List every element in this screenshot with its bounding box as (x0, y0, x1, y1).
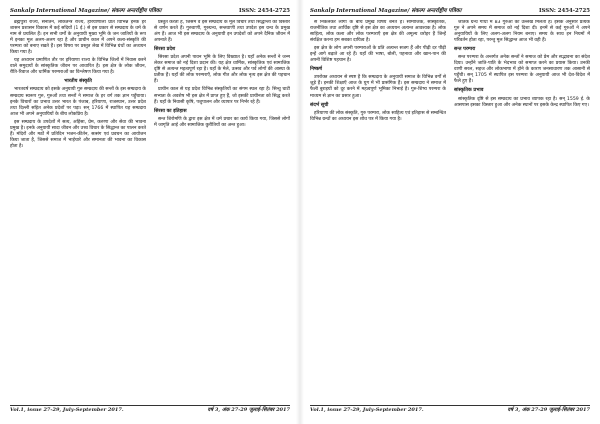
right-page-header (310, 6, 590, 16)
left-header-issn: ISSN: 2454-2725 (238, 7, 290, 14)
right-page-footer (310, 405, 590, 414)
book-gutter (296, 0, 304, 424)
left-footer-volume: Vol.1, issue 27-29, July-September 2017. (10, 407, 124, 413)
paragraph: हरियाणा की लोक संस्कृति, गुरु परम्परा, लोक साहित्य एवं इतिहास से सम्बन्धित विभिन्न ग्रन्थों का अध्ययन इस शोध पत्र में किया गया है। (310, 110, 446, 122)
paragraph: से निकलकर लोगों के बीच प्रमुख विषय बनते हैं। सामाजिक, सांस्कृतिक, राजनीतिक तथा आर्थिक दृष्टि से इस क्षेत्र का अध्ययन अत्यन्त आवश्यक है। लोक साहित्य, लोक कला और लोक परम्पराएँ इस क्षेत्र की अमूल्य धरोहर हैं जिन्हें संरक्षित करना हम सबका दायित्व है। (310, 20, 446, 44)
section-heading: संदर्भ सूची (310, 102, 329, 108)
section-heading: निष्कर्ष (310, 67, 322, 73)
paragraph: जातक ग्रन्थ गाथा में 83 गुरुओं का उल्लेख मिलता है। इसके अनुसार प्रत्येक गुरु ने अपने समय में समाज को नई दिशा दी। इनमें से कई गुरुओं ने अपने अनुयायियों के लिए अलग-अलग नियम बनाए। समय के साथ इन नियमों में परिवर्तन होता रहा, परन्तु मूल सिद्धान्त आज भी वही हैं। (454, 20, 590, 44)
left-footer-hindi: वर्ष 3, अंक 27-29 जुलाई-सितंबर 2017 (207, 407, 290, 413)
paragraph: भारतवर्ष सम्प्रदाय को इसके अनुयायी गुरु सम्प्रदाय की सन्तों के इस सम्प्रदाय के सम्प्रदाय स्वरूप गुरु, गुरुओं तथा सन्तों ने समाज के हर वर्ग तक ज्ञान पहुँचाया। इनके विचारों का प्रभाव उत्तर भारत के पंजाब, हरियाणा, राजस्थान, उत्तर प्रदेश तथा दिल्ली सहित अनेक प्रदेशों पर पड़ा। सन् 1766 में स्थापित यह सम्प्रदाय आज भी अपने अनुयायियों के बीच लोकप्रिय है। (10, 87, 146, 117)
paragraph: सन्त परम्परा के अन्तर्गत अनेक सन्तों ने समाज को प्रेम और सद्भावना का संदेश दिया। उन्होंने जाति-पाति के भेदभाव को समाप्त करने का प्रयास किया। उनकी वाणी सरल, सहज और लोकभाषा में होने के कारण जनसाधारण तक आसानी से पहुँची। सन् 1705 में स्थापित इस परम्परा के अनुयायी आज भी देश-विदेश में फैले हुए हैं। (454, 55, 590, 85)
left-page-columns (10, 20, 290, 400)
left-column-2 (154, 20, 290, 400)
right-column-2 (454, 20, 590, 400)
paragraph: ब्रह्मपुत्रा राज्य, सनातन, लोकतन्त्र राज्य, हरियाणाला प्रांत विभिन्न इनके हर शासन प्रशासन विकास में कई सदियों (1 ई.) से इस प्रकार से सम्प्रदाय के धर्म के नाम से प्रचलित हैं। इन सभी धर्मों के अनुयायी मुख्य भूमि के जन जातियों के रूप में इनका मूल अलग-अलग रहा है और प्राचीन काल में अपने कला-संस्कृति की परम्परा को बनाए रखते हैं। इस विषय पर प्रस्तुत लेख में विभिन्न ग्रंथों का अध्ययन किया गया है। (10, 20, 146, 56)
right-header-issn: ISSN: 2454-2725 (538, 7, 590, 14)
paragraph: यह अध्ययन प्रमाणित तौर पर हरियाणा राज्य के विभिन्न जिलों में निवास करने वाले समुदायों के सांस्कृतिक जीवन पर आधारित है। इस क्षेत्र के लोक जीवन, रीति-रिवाज और धार्मिक परम्पराओं का विश्लेषण किया गया है। (10, 58, 146, 76)
paragraph: सिरसा प्रदेश अपनी पावन भूमि के लिए विख्यात है। यहाँ अनेक सन्तों ने जन्म लेकर समाज को नई दिशा प्रदान की। यह क्षेत्र धार्मिक, सांस्कृतिक एवं सामाजिक दृष्टि से अत्यन्त महत्वपूर्ण रहा है। यहाँ के मेले, उत्सव और पर्व लोगों की आस्था के प्रतीक हैं। यहाँ की लोक परम्पराएँ, लोक गीत और लोक नृत्य इस क्षेत्र की पहचान हैं। (154, 55, 290, 85)
section-heading: सिरसा का इतिहास (154, 108, 187, 114)
right-page-columns (310, 20, 590, 400)
section-heading: सांस्कृतिक प्रभाव (454, 88, 484, 94)
section-heading: सिरसा प्रदेश (154, 47, 176, 53)
left-page-header (10, 6, 290, 16)
section-heading: भारतीय संस्कृति (64, 79, 92, 85)
left-page (8, 6, 292, 414)
paragraph: प्रस्तुत करता है, जिसमें वे इस सम्प्रदाय के मूल विचार तथा सिद्धान्तों का विस्तार से वर्णन करते हैं। गुरुवाणी, गुरुग्रन्थ, सन्तवाणी तथा उपदेश इस ग्रन्थ के प्रमुख अंग हैं। आज भी इस सम्प्रदाय के अनुयायी इन उपदेशों को अपने दैनिक जीवन में अपनाते हैं। (154, 20, 290, 44)
left-column-1 (10, 20, 146, 400)
paragraph: उपरोक्त अध्ययन से स्पष्ट है कि सम्प्रदाय के अनुयायी समाज के विभिन्न वर्गों से जुड़े हैं। इनकी शिक्षाएँ आज के युग में भी प्रासंगिक हैं। इस सम्प्रदाय ने समाज में फैली बुराइयों को दूर करने में महत्वपूर्ण भूमिका निभाई है। गुरु-शिष्य परम्परा के माध्यम से ज्ञान का प्रसार हुआ। (310, 75, 446, 99)
paragraph: सन्त शिरोमणि के द्वारा इस क्षेत्र में धर्म प्रचार का कार्य किया गया, जिससे लोगों में जागृति आई और सामाजिक कुरीतियों का अन्त हुआ। (154, 116, 290, 128)
right-header-title: Sankalp International Magazine/ संकल्प अन्तर्राष्ट्रीय पत्रिका (310, 7, 462, 14)
paragraph: इस सम्प्रदाय के उपदेशों में सत्य, अहिंसा, प्रेम, करुणा और सेवा की भावना प्रमुख है। इनके अनुयायी सादा जीवन और उच्च विचार के सिद्धान्त का पालन करते हैं। मंदिरों और मठों में प्रतिदिन भजन-कीर्तन, सत्संग एवं प्रवचन का आयोजन किया जाता है, जिससे समाज में भाईचारे और समानता की भावना का विकास होता है। (10, 119, 146, 149)
paragraph: सांस्कृतिक दृष्टि से इस सम्प्रदाय का प्रभाव व्यापक रहा है। सन् 1559 ई. के आसपास इसका विस्तार हुआ और अनेक स्थानों पर इसके केन्द्र स्थापित किए गए। (454, 96, 590, 108)
left-header-title: Sankalp International Magazine/ संकल्प अन्तर्राष्ट्रीय पत्रिका (10, 7, 162, 14)
section-heading: सन्त परम्परा (454, 47, 476, 53)
paragraph: इस क्षेत्र के लोग अपनी परम्पराओं के प्रति अत्यन्त सजग हैं और पीढ़ी दर पीढ़ी इन्हें आगे बढ़ाते आ रहे हैं। यहाँ की भाषा, बोली, पहनावा और खान-पान की अपनी विशिष्ट पहचान है। (310, 46, 446, 64)
paragraph: प्राचीन काल से यह प्रदेश विभिन्न संस्कृतियों का संगम स्थल रहा है। सिन्धु घाटी सभ्यता के अवशेष भी इस क्षेत्र में प्राप्त हुए हैं, जो इसकी प्राचीनता को सिद्ध करते हैं। यहाँ के निवासी कृषि, पशुपालन और व्यापार पर निर्भर रहे हैं। (154, 87, 290, 105)
right-footer-hindi: वर्ष 3, अंक 27-29 जुलाई-सितंबर 2017 (507, 407, 590, 413)
right-column-1 (310, 20, 446, 400)
right-footer-volume: Vol.1, issue 27-29, July-September 2017. (310, 407, 424, 413)
left-page-footer (10, 405, 290, 414)
right-page (308, 6, 592, 414)
